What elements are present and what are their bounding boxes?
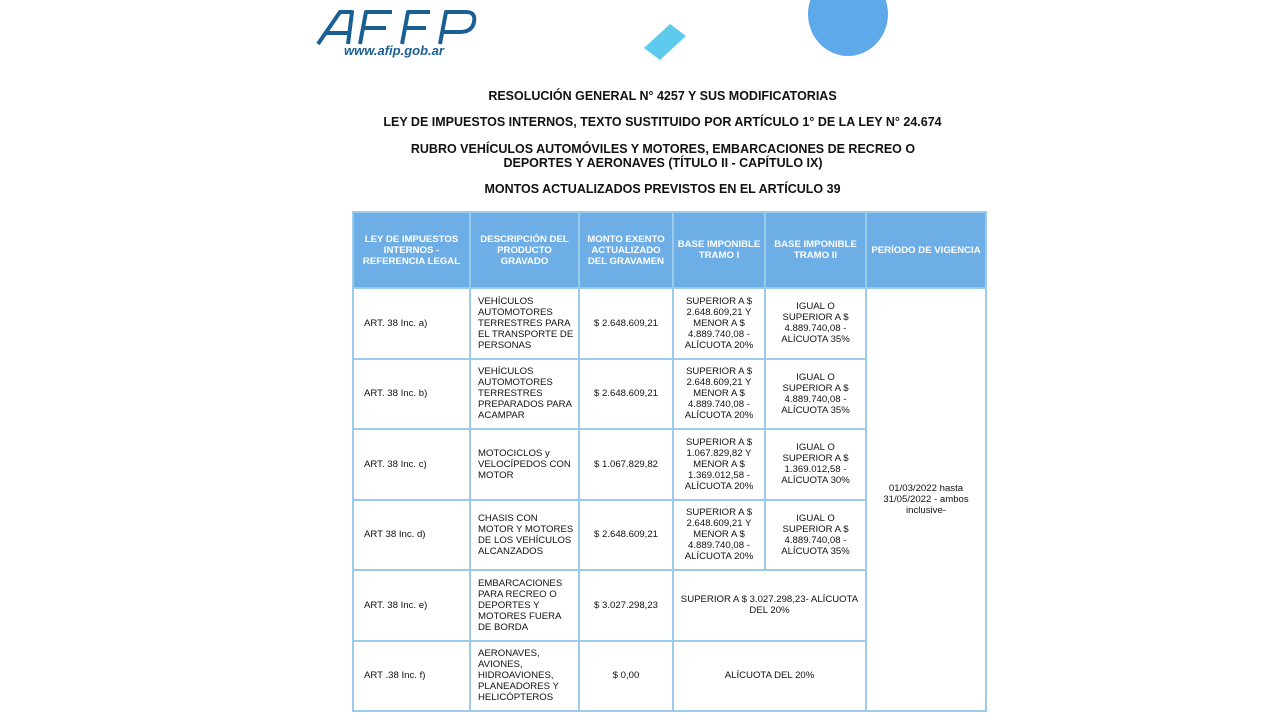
title-ley: LEY DE IMPUESTOS INTERNOS, TEXTO SUSTITUIDO POR ARTÍCULO 1° DE LA LEY N° 24.674 [383,115,942,129]
cell-monto: $ 2.648.609,21 [579,500,673,571]
cell-tramo-1: SUPERIOR A $ 2.648.609,21 Y MENOR A $ 4.889.740,08 - ALÍCUOTA 20% [673,500,765,571]
col-header-monto-exento: MONTO EXENTO ACTUALIZADO DEL GRAVAMEN [579,212,673,288]
cell-monto: $ 3.027.298,23 [579,570,673,641]
cell-referencia: ART. 38 Inc. a) [353,288,470,359]
cell-monto: $ 0,00 [579,641,673,712]
montos-table [352,211,987,712]
col-header-periodo: PERÍODO DE VIGENCIA [866,212,986,288]
decorative-shape-icon [640,20,690,62]
title-montos: MONTOS ACTUALIZADOS PREVISTOS EN EL ARTÍCULO 39 [484,182,841,196]
cell-descripcion: EMBARCACIONES PARA RECREO O DEPORTES Y MOTORES FUERA DE BORDA [470,570,579,641]
cell-tramo-2: IGUAL O SUPERIOR A $ 1.369.012,58 - ALÍCUOTA 30% [765,429,866,500]
table-header-row [353,212,986,288]
cell-tramo-1: SUPERIOR A $ 2.648.609,21 Y MENOR A $ 4.889.740,08 - ALÍCUOTA 20% [673,288,765,359]
cell-referencia: ART .38 Inc. f) [353,641,470,712]
logo-url: www.afip.gob.ar [344,43,444,58]
cell-tramo-2: IGUAL O SUPERIOR A $ 4.889.740,08 - ALÍCUOTA 35% [765,500,866,571]
cell-referencia: ART. 38 Inc. e) [353,570,470,641]
cell-descripcion: VEHÍCULOS AUTOMOTORES TERRESTRES PREPARADOS PARA ACAMPAR [470,359,579,430]
cell-descripcion: VEHÍCULOS AUTOMOTORES TERRESTRES PARA EL TRANSPORTE DE PERSONAS [470,288,579,359]
cell-tramo-1: SUPERIOR A $ 1.067.829,82 Y MENOR A $ 1.369.012,58 - ALÍCUOTA 20% [673,429,765,500]
cell-referencia: ART. 38 Inc. c) [353,429,470,500]
title-rubro: RUBRO VEHÍCULOS AUTOMÓVILES Y MOTORES, EMBARCACIONES DE RECREO O DEPORTES Y AERONAVES (TÍTULO II - CAPÍTULO IX) [410,142,916,170]
cell-descripcion: MOTOCICLOS y VELOCÍPEDOS CON MOTOR [470,429,579,500]
cell-descripcion: CHASIS CON MOTOR Y MOTORES DE LOS VEHÍCULOS ALCANZADOS [470,500,579,571]
cell-tramo-2: IGUAL O SUPERIOR A $ 4.889.740,08 - ALÍCUOTA 35% [765,288,866,359]
cell-tramo-1: SUPERIOR A $ 2.648.609,21 Y MENOR A $ 4.889.740,08 - ALÍCUOTA 20% [673,359,765,430]
col-header-referencia: LEY DE IMPUESTOS INTERNOS - REFERENCIA LEGAL [353,212,470,288]
col-header-descripcion: DESCRIPCIÓN DEL PRODUCTO GRAVADO [470,212,579,288]
cell-monto: $ 2.648.609,21 [579,288,673,359]
title-resolucion: RESOLUCIÓN GENERAL N° 4257 Y SUS MODIFICATORIAS [488,89,837,103]
cell-monto: $ 1.067.829,82 [579,429,673,500]
cell-monto: $ 2.648.609,21 [579,359,673,430]
cell-descripcion: AERONAVES, AVIONES, HIDROAVIONES, PLANEADORES Y HELICÓPTEROS [470,641,579,712]
table-row [353,288,986,359]
cell-tramo-2: IGUAL O SUPERIOR A $ 4.889.740,08 - ALÍCUOTA 35% [765,359,866,430]
cell-tramo-unico: ALÍCUOTA DEL 20% [673,641,866,712]
col-header-tramo-1: BASE IMPONIBLE TRAMO I [673,212,765,288]
cell-tramo-unico: SUPERIOR A $ 3.027.298,23- ALÍCUOTA DEL 20% [673,570,866,641]
cell-referencia: ART. 38 Inc. b) [353,359,470,430]
decorative-circle-icon [806,0,890,58]
cell-referencia: ART 38 Inc. d) [353,500,470,571]
cell-periodo-vigencia: 01/03/2022 hasta 31/05/2022 - ambos inclusive- [866,288,986,711]
col-header-tramo-2: BASE IMPONIBLE TRAMO II [765,212,866,288]
